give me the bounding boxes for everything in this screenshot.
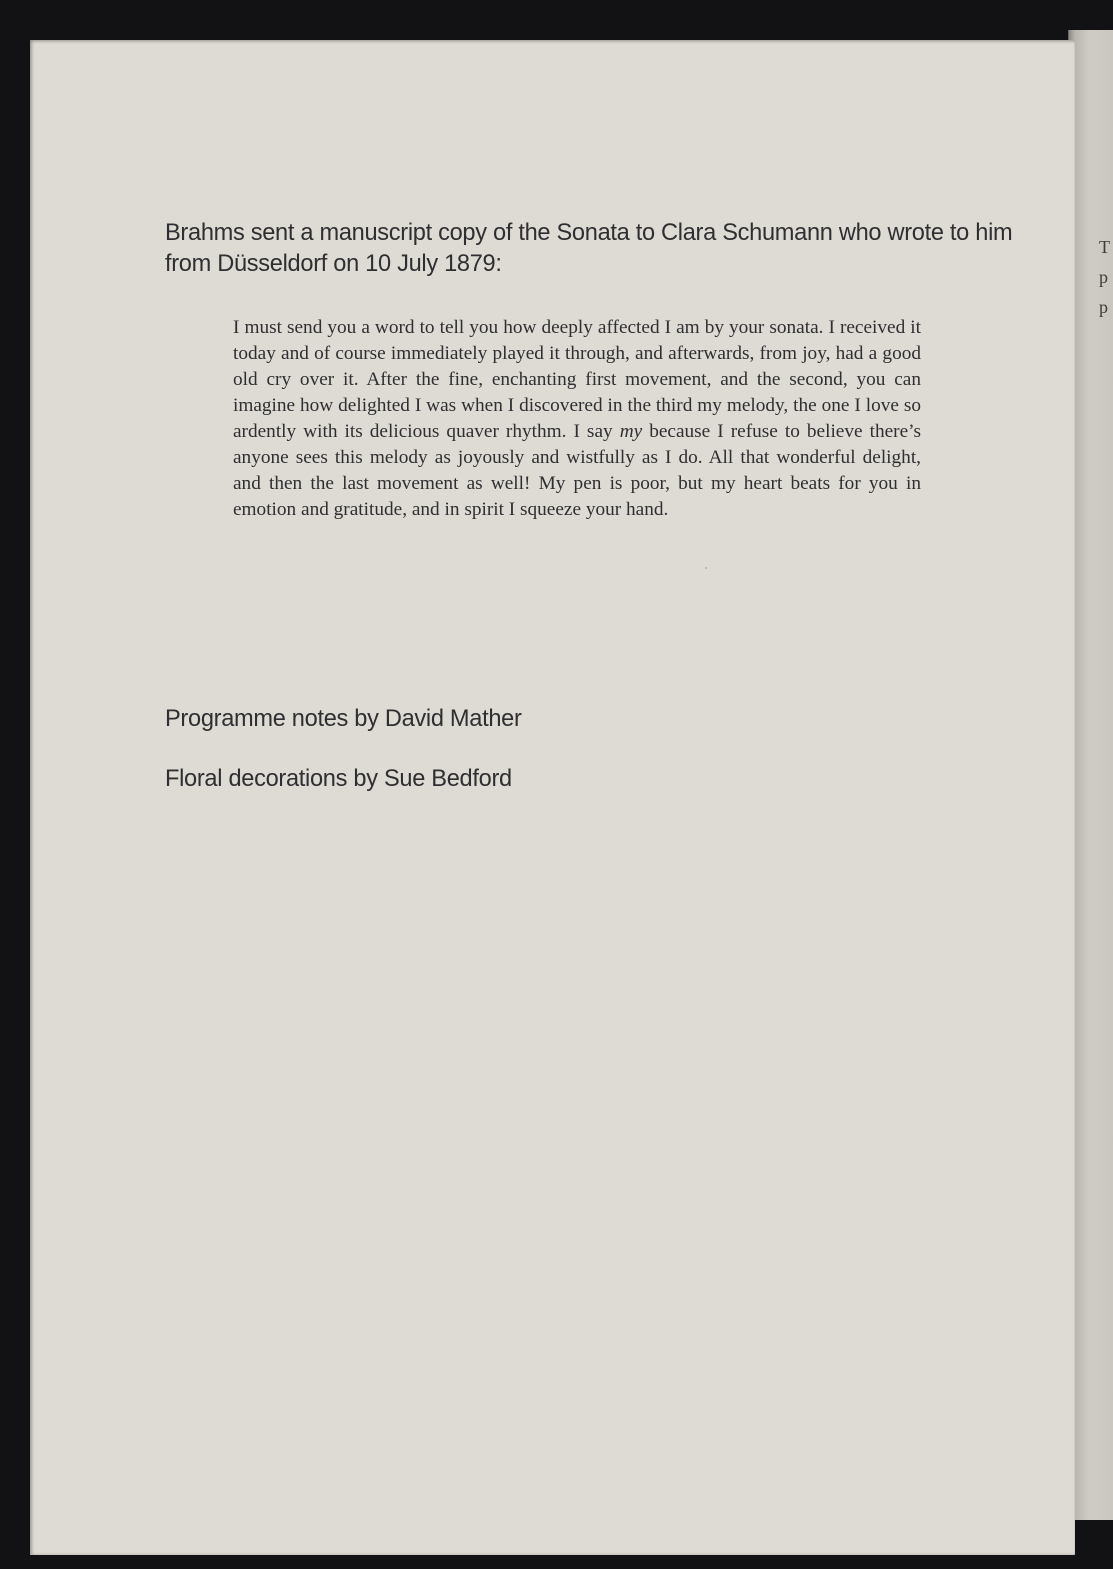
programme-notes-credit: Programme notes by David Mather: [165, 706, 522, 732]
quote-text-part-2: because I refuse to believe there’s anyone sees this melody as joyously and wistfully as I do. All that wonderful delight, and then the last movement as well! My pen is poor, but my heart beats for you in emotion and gratitude, and in spirit I squeeze your hand.: [233, 421, 921, 520]
programme-page: [30, 40, 1075, 1555]
floral-decorations-credit: Floral decorations by Sue Bedford: [165, 766, 512, 792]
quote-text-part-1: I must send you a word to tell you how deeply affected I am by your sonata. I received it today and of course immediately played it through, and afterwards, from joy, had a good old cry over it. After the fine, enchanting first movement, and the second, you can imagine how delighted I was when I discovered in the third my melody, the one I love so ardently with its delicious quaver rhythm. I say: [233, 317, 921, 442]
quote-emphasis: my: [619, 421, 643, 442]
paper-speck: [705, 567, 707, 569]
clara-schumann-letter-quote: [233, 315, 921, 523]
intro-paragraph: Brahms sent a manuscript copy of the Sonata to Clara Schumann who wrote to him from Düsseldorf on 10 July 1879:: [165, 220, 1013, 277]
adjacent-page-letter: p: [1099, 297, 1108, 317]
adjacent-page-letter: p: [1099, 267, 1108, 287]
adjacent-page-letter: T: [1099, 237, 1110, 257]
